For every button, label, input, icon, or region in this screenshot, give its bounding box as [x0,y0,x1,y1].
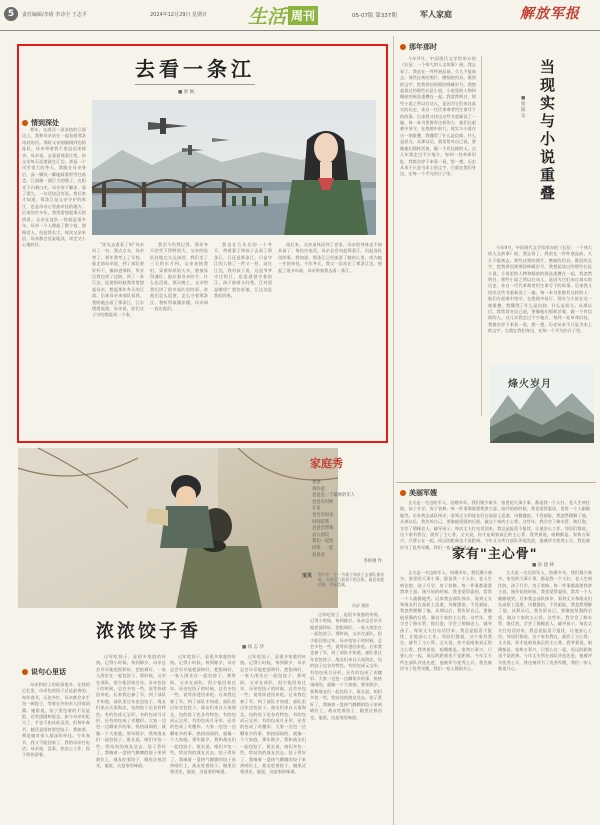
story1-text-col4: 我也在几年后的一个冬天，带着妻子和孩子去看了那条江。江还是那条江，只是守江的人换了一茬又一茬。站在江边，我对孩子说，这是爷爷守过的江，也是爸爸守着的江。孩子仰着头问我，江对面是哪里？我告诉他，江这边是我们的家。 [214,242,272,299]
painting-title: 烽火岁月 [508,379,552,390]
story5-title: 家有"主心骨" [452,547,538,562]
story3-col3: 过年吃饺子，是很多家庭的传统。记得小时候，每到除夕，母亲总会早早地把面和好，把馅调好，一家人围坐在一起包饺子。那时候，父亲在部队，很少能回家过年。母亲包饺子的时候，总会多包一些，说等你爸回来吃。后来我也参了军，到了部队才知道，部队里过年也包饺子。战友们来自天南海北，包的饺子也各有特色。有的包成元宝形，有的包成月牙形，还有的包成了麦穗形。大家一边包一边聊家乡的事，热热闹闹的，就像一个大家庭。那年除夕，我和战友们一起包饺子，班长说，咱们多包一些，给站岗的战友送去。饺子煮好了，我端着一盘热气腾腾的饺子来到哨位上，战友吃着饺子，眼里泛着泪光，他说，这是家的味道。 [240,654,306,775]
page-header [0,0,600,34]
family-photo-image [18,448,338,608]
story2-text-right: 今年9月，中国现代文学馆举办的《长征：一个伟大的人文故事》展，我去看了。我站在一件件展品前，久久不能离去。那些泛黄的照片、磨损的用具、斑驳的文字，把我带回到那段峥嵘岁月。我想起读过的那些长征小说，小说里的人物和眼前的展品重叠在一起。我忽然明白，那些小说之所以打动人，是因为它们来自真实的历史，来自一代代革命者用生命写下的故事。后来我又找出这些书重新读了一遍，每一本书里都有这样的人：他们在艰难中坚守，在绝境中前行。现实与小说在这一刻重叠，我懂得了什么是信仰，什么是担当。从那以后，我常常对自己说，要像他们那样活着，做一个有信仰的人。这几年我走过不少地方，每到一处革命旧址，我都会停下来看一看，想一想。历史从来不只是书本上的文字，它就在我们身边，在每一个平凡的日子里。 [488,245,592,334]
header-editors: 责任编辑/李倩 李诗宇 王志平 [22,12,87,18]
family-section-title: 家庭秀 [310,457,343,470]
header-section: 军人家庭 [420,10,452,19]
section-label-nanian: 那年那时 [400,42,437,52]
section-dot-icon [400,44,406,50]
section-dot-icon [22,669,28,675]
story3-col1: 过年吃饺子，是很多家庭的传统。记得小时候，每到除夕，母亲总会早早地把面和好，把馅调好，一家人围坐在一起包饺子。那时候，父亲在部队，很少能回家过年。母亲包饺子的时候，总会多包一些，说等你爸回来吃。后来我也参了军，到了部队才知道，部队里过年也包饺子。战友们来自天南海北，包的饺子也各有特色。有的包成元宝形，有的包成月牙形，还有的包成了麦穗形。大家一边包一边聊家乡的事，热热闹闹的，就像一个大家庭。那年除夕，我和战友们一起包饺子，班长说，咱们多包一些，给站岗的战友送去。饺子煮好了，我端着一盘热气腾腾的饺子来到哨位上，战友吃着饺子，眼里泛着泪光，他说，这是家的味道。 [96,654,166,768]
section-label-junsao: 美丽军嫂 [400,488,437,498]
story5-col1: 丈夫是一名边防军人，结婚多年，我们聚少离多。家里的大事小事，都是我一个人扛。老人生病住院，孩子升学，房子装修，每一件事都需要我拿主意。刚开始的时候，我也觉得委屈，常常一个人偷偷地哭。后来我去部队探亲，看到丈夫和战友们在高原上巡逻，风餐露宿，不畏艰险，我忽然理解了他。从那以后，我告诉自己，要做他坚强的后盾，做这个家的主心骨。这些年，我学会了修水管、换灯泡，学会了照顾老人、辅导孩子。每次丈夫打电话回来，我总是报喜不报忧，让他安心工作。邻居们都说，这个家有我在，就有了主心骨。丈夫说，你才是咱家真正的主心骨。我笑着说，咱俩都是。家和万事兴，只要心在一起，再远的距离也不是距离。今年丈夫所在部队评选先进，他被评为优秀士兵，我也被评为了优秀军嫂，我们一家人都很开心。 [400,570,492,672]
photo-caption-label: 宝贝 [302,573,313,579]
story2-text-left: 今年9月，中国现代文学馆举办的《长征：一个伟大的人文故事》展，我去看了。我站在一件件展品前，久久不能离去。那些泛黄的照片、磨损的用具、斑驳的文字，把我带回到那段峥嵘岁月。我想起读过的那些长征小说，小说里的人物和眼前的展品重叠在一起。我忽然明白，那些小说之所以打动人，是因为它们来自真实的历史，来自一代代革命者用生命写下的故事。后来我又找出这些书重新读了一遍，每一本书里都有这样的人：他们在艰难中坚守，在绝境中前行。现实与小说在这一刻重叠，我懂得了什么是信仰，什么是担当。从那以后，我常常对自己说，要像他们那样活着，做一个有信仰的人。这几年我走过不少地方，每到一处革命旧址，我都会停下来看一看，想一想。历史从来不只是书本上的文字，它就在我们身边，在每一个平凡的日子里。 [400,56,476,177]
story1-text-col1: 那年，在漠河一条冻结的江面边上，我和母亲站在一起看着那条冰封的河。那时父亲刚刚调到边防连队，母亲带着我千里迢迢来探亲。母亲说，去看看那条江吧，你父亲每天巡逻就在江边。那是一个风雪很大的冬天，我跟在母亲身后，深一脚浅一脚地踩着积雪往前走。江面像一面巨大的镜子，在阳光下闪着白光。母亲停下脚步，看了很久，一句话也没有说。我后来才知道，那条江是父亲守护的界江，也是母亲心里最牵挂的地方。后来的许多年，我常常想起那天的情景。父亲在连队一待就是很多年，母亲一个人撑起了整个家，照顾老人，拉扯我长大。每次父亲来信，母亲都会反复地读，读完又小心地收好。 [22,127,86,248]
story1-title: 去看一条江 [135,57,255,81]
section-dot-icon [400,490,406,496]
story5-intro: 丈夫是一名边防军人，结婚多年，我们聚少离多。家里的大事小事，都是我一个人扛。老人生病住院，孩子升学，房子装修，每一件事都需要我拿主意。刚开始的时候，我也觉得委屈，常常一个人偷偷地哭。后来我去部队探亲，看到丈夫和战友们在高原上巡逻，风餐露宿，不畏艰险，我忽然理解了他。从那以后，我告诉自己，要做他坚强的后盾，做这个家的主心骨。这些年，我学会了修水管、换灯泡，学会了照顾老人、辅导孩子。每次丈夫打电话回来，我总是报喜不报忧，让他安心工作。邻居们都说，这个家有我在，就有了主心骨。丈夫说，你才是咱家真正的主心骨。我笑着说，咱俩都是。家和万事兴，只要心在一起，再远的距离也不是距离。今年丈夫所在部队评选先进，他被评为优秀士兵，我也被评为了优秀军嫂，我们一家人都很开心。 [400,500,590,550]
newspaper-logo: 解放军报 [520,6,580,22]
story3-title: 浓浓饺子香 [96,621,201,642]
section-label-xinlihua: 说句心里话 [22,667,66,677]
story2-author: ■ 张 阳 乐 [521,96,526,119]
story3-author: ■ 徐 志 华 [242,645,265,650]
river-scene-illustration [92,100,376,235]
landscape-painting [490,365,594,443]
story1-text-col2: "你先去看看了吗"母亲问了一句，我点点头，母亲笑了。那年我考上了军校，临走前母亲说，到了部队要好好干，像你爸那样。毕业后我也到了边防，到了一条江边，巡逻的时候我常常想起母亲，想起那年冬天的江面。后来母亲来部队看我，我陪她去看了那条江，江水缓缓流淌，母亲说，你们父子守的都是同一个家。 [92,242,144,318]
page-number: 5 [4,7,18,21]
family-photo [18,448,338,608]
photo-caption: 照片中，左一为妻子和孩子去部队探亲时，在营区门前拍下的合影，寓意家庭团聚、幸福美满。 [318,572,384,588]
section-label-qingdao: 情到深处 [22,118,59,128]
story3-col4: 过年吃饺子，是很多家庭的传统。记得小时候，每到除夕，母亲总会早早地把面和好，把馅调好，一家人围坐在一起包饺子。那时候，父亲在部队，很少能回家过年。母亲包饺子的时候，总会多包一些，说等你爸回来吃。后来我也参了军，到了部队才知道，部队里过年也包饺子。战友们来自天南海北，包的饺子也各有特色。有的包成元宝形，有的包成月牙形，还有的包成了麦穗形。大家一边包一边聊家乡的事，热热闹闹的，就像一个大家庭。那年除夕，我和战友们一起包饺子，班长说，咱们多包一些，给站岗的战友送去。饺子煮好了，我端着一盘热气腾腾的饺子来到哨位上，战友吃着饺子，眼里泛着泪光，他说，这是家的味道。 [310,612,382,720]
story1-text-col3: 我至今仍然记得，那年冬天的雪下得特别大，父亲的连队驻地在大山深处，我们坐了三天的车才到。父亲来接我们，穿着厚厚的大衣，脸被冻得通红。他拉着母亲的手，什么也没说。那天晚上，父亲给我们讲了很多连队里的事，讲他们怎么巡逻，怎么守着那条江。我听得似懂非懂，母亲却一直在流泪。 [150,242,208,312]
photo-credit: 周舒 摄影 [352,603,370,608]
family-poem: 爸爸 我的爸 爸爸是一个最帅的军人 爸爸有时候 在家 也会有很多 时间陪我 爸爸会带我 去公园玩 我们一起放 风筝、一起 看星星 李梓涵 作 [312,480,382,565]
story2-title: 当现实与小说重叠 [540,58,556,202]
header-date: 2024年12月29日 星期日 [150,12,208,18]
story3-col2: 过年吃饺子，是很多家庭的传统。记得小时候，每到除夕，母亲总会早早地把面和好，把馅调好，一家人围坐在一起包饺子。那时候，父亲在部队，很少能回家过年。母亲包饺子的时候，总会多包一些，说等你爸回来吃。后来我也参了军，到了部队才知道，部队里过年也包饺子。战友们来自天南海北，包的饺子也各有特色。有的包成元宝形，有的包成月牙形，还有的包成了麦穗形。大家一边包一边聊家乡的事，热热闹闹的，就像一个大家庭。那年除夕，我和战友们一起包饺子，班长说，咱们多包一些，给站岗的战友送去。饺子煮好了，我端着一盘热气腾腾的饺子来到哨位上，战友吃着饺子，眼里泛着泪光，他说，这是家的味道。 [170,654,236,775]
story4-text: 母亲和饺子的故事很多。在我的记忆里，母亲包的饺子总是最香的。每年春节，无论多忙，母亲都会亲手包一顿饺子，等着在外的亲人回家团圆。她常说，饺子里包着的不仅是馅，还有团圆和思念。如今母亲年纪大了，手也不如从前灵活，但每年春节，她还是坚持要包饺子。我知道，那是她对家人最深的牵挂。今年春节，我又不能回家了，我给母亲打电话，母亲说，没事，你安心工作，饺子给你留着。 [22,682,90,758]
story5-col2: 丈夫是一名边防军人，结婚多年，我们聚少离多。家里的大事小事，都是我一个人扛。老人生病住院，孩子升学，房子装修，每一件事都需要我拿主意。刚开始的时候，我也觉得委屈，常常一个人偷偷地哭。后来我去部队探亲，看到丈夫和战友们在高原上巡逻，风餐露宿，不畏艰险，我忽然理解了他。从那以后，我告诉自己，要做他坚强的后盾，做这个家的主心骨。这些年，我学会了修水管、换灯泡，学会了照顾老人、辅导孩子。每次丈夫打电话回来，我总是报喜不报忧，让他安心工作。邻居们都说，这个家有我在，就有了主心骨。丈夫说，你才是咱家真正的主心骨。我笑着说，咱俩都是。家和万事兴，只要心在一起，再远的距离也不是距离。今年丈夫所在部队评选先进，他被评为优秀士兵，我也被评为了优秀军嫂，我们一家人都很开心。 [498,570,592,672]
header-issue: 05-07版 第337期 [352,13,397,19]
story1-author: ■ 梁 枫 [178,90,195,95]
story1-text-col6: 再后来，父亲退休回到了老家，母亲的身体也不如从前了。每次打电话，母亲总会问起那条江，问起连队里的事。我知道，那条江已经流进了她的心里，成为她一生的牵挂。今年冬天，我又一次站在了那条江边，想起了很多年前，母亲带着我去看一条江。 [278,242,382,273]
story1-illustration [92,100,376,235]
header-column-title: 生活 周刊 [248,2,318,29]
story5-author: ■ 孙 建 林 [532,563,555,568]
